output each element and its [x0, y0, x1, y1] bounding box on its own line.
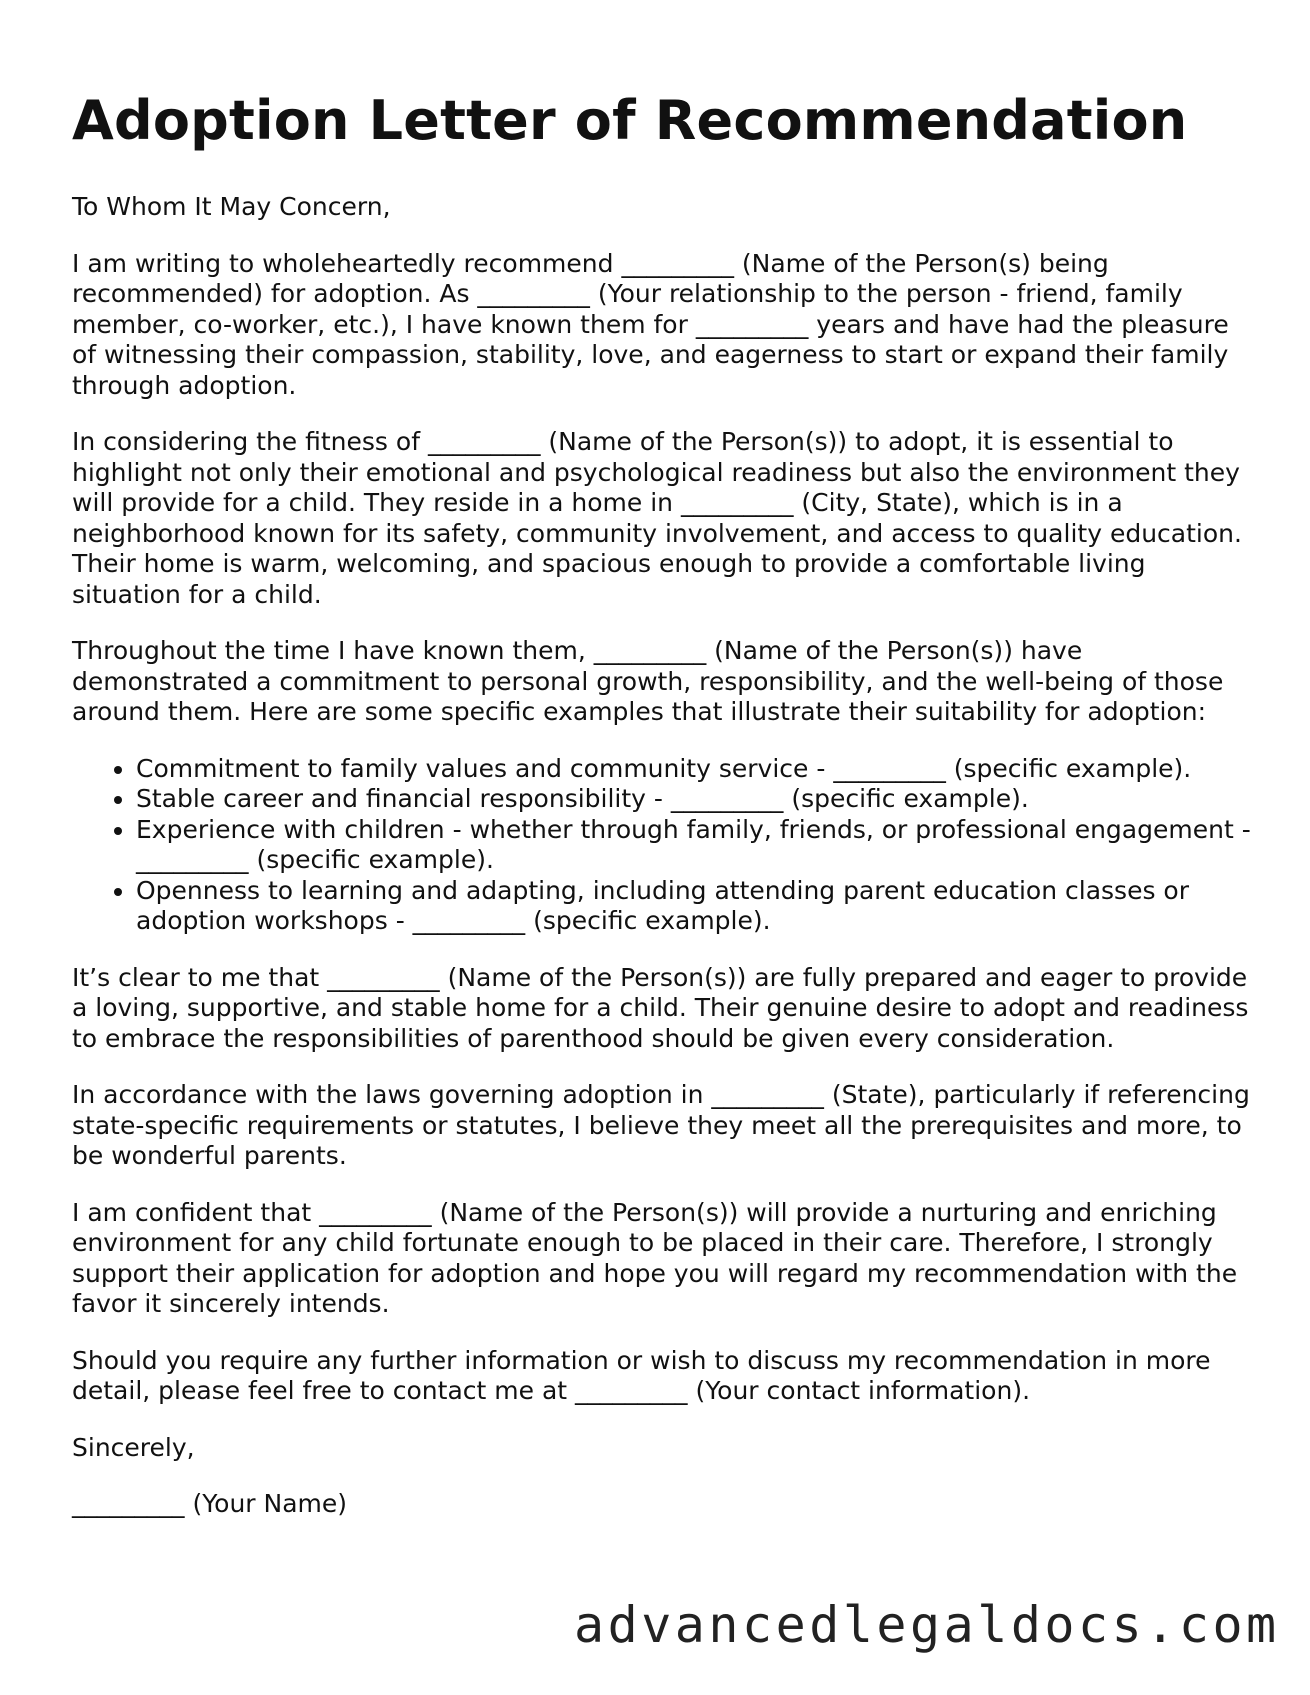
- signature-line: _________ (Your Name): [72, 1489, 348, 1518]
- signoff: Sincerely,: [72, 1432, 195, 1462]
- watermark: advancedlegaldocs.com: [574, 1596, 1280, 1654]
- examples-list: [72, 754, 1252, 937]
- readiness-paragraph: It’s clear to me that _________ (Name of the Person(s)) are fully prepared and eager to provide a loving, supportive, and stable home for a child. Their genuine desire to adopt and readiness to embrace the responsibilities of parenthood should be given every consideration.: [72, 962, 1249, 1053]
- laws-paragraph: In accordance with the laws governing adoption in _________ (State), particularly if referencing state-specific requirements or statutes, I believe they meet all the prerequisites and more, to be wonderful parents.: [72, 1080, 1250, 1170]
- intro-paragraph: I am writing to wholeheartedly recommend _________ (Name of the Person(s) being recommended) for adoption. As _________ (Your relationship to the person - friend, family member, co-worker, etc.), I have known them for _________ years and have had the pleasure of witnessing their compassion, stability, love, and eagerness to start or expand their family through adoption.: [72, 248, 1229, 400]
- contact-paragraph: Should you require any further information or wish to discuss my recommendation in more detail, please feel free to contact me at _________ (Your contact information).: [72, 1345, 1211, 1405]
- document-page: [72, 88, 1252, 1546]
- list-item: • Openness to learning and adapting, including attending parent education classes or adoption workshops - _________ (specific example).: [136, 876, 1252, 937]
- examples-intro-paragraph: Throughout the time I have known them, _________ (Name of the Person(s)) have demonstrated a commitment to personal growth, responsibility, and the well-being of those around them. Here are some specific examples that illustrate their suitability for adoption:: [72, 636, 1224, 726]
- list-item: • Commitment to family values and community service - _________ (specific example).: [136, 754, 1252, 785]
- confidence-paragraph: I am confident that _________ (Name of the Person(s)) will provide a nurturing and enriching environment for any child fortunate enough to be placed in their care. Therefore, I strongly support their application for adoption and hope you will regard my recommendation with the favor it sincerely intends.: [72, 1197, 1238, 1318]
- fitness-paragraph: In considering the fitness of _________ (Name of the Person(s)) to adopt, it is essential to highlight not only their emotional and psychological readiness but also the environment they will provide for a child. They reside in a home in _________ (City, State), which is in a neighborhood known for its safety, community involvement, and access to quality education. Their home is warm, welcoming, and spacious enough to provide a comfortable living situation for a child.: [72, 427, 1242, 609]
- list-item: • Stable career and financial responsibility - _________ (specific example).: [136, 784, 1252, 815]
- list-item: • Experience with children - whether through family, friends, or professional engagement - _________ (specific example).: [136, 815, 1252, 876]
- document-title: Adoption Letter of Recommendation: [72, 89, 1188, 152]
- salutation: To Whom It May Concern,: [72, 192, 391, 221]
